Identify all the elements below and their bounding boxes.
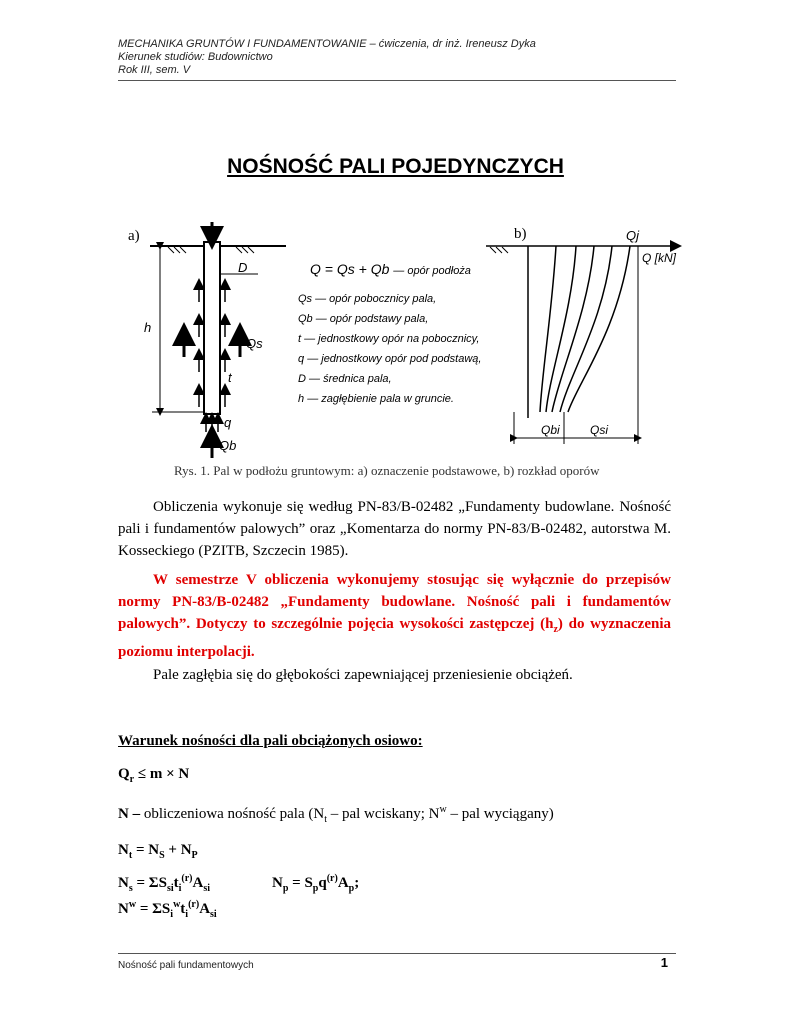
base-resistance-arrows (206, 418, 218, 432)
formula-Ns: $N_s = \Sigma S_{si}t_i^{(r)}A_{si}$ (118, 873, 211, 894)
paragraph-2-red: W semestrze V obliczenia wykonujemy stosując się wyłącznie do przepisów normy PN-83/B-02482 „Fundamenty budowlane. Nośność pali i fundamentów palowych”. Dotyczy to szczególnie pojęcia wysokości zastępczej $(h_z)$ do wyznaczenia poziomu interpolacji. (118, 572, 672, 660)
footer-divider (118, 953, 676, 954)
header-field: Kierunek studiów: Budownictwo (118, 51, 273, 63)
label-h: h (144, 320, 152, 335)
header-year: Rok III, sem. V (118, 64, 191, 76)
label-Qs: Qs (246, 336, 263, 351)
page-number: 1 (660, 955, 668, 970)
header-course: MECHANIKA GRUNTÓW I FUNDAMENTOWANIE – ćwiczenia, dr inż. Ireneusz Dyka (118, 38, 536, 50)
svg-text:D — średnica pala,: D — średnica pala, (298, 373, 392, 385)
label-Qsi: Qsi (590, 423, 608, 437)
header-divider (118, 80, 676, 81)
label-t: t (228, 370, 232, 385)
legend (298, 293, 481, 405)
paragraph-3: Pale zagłębia się do głębokości zapewniającej przeniesienie obciążeń. (153, 667, 573, 683)
pile (204, 242, 220, 414)
formula-Np: $N_p = S_pq^{(r)}A_p$; (272, 873, 360, 894)
label-q: q (224, 415, 232, 430)
main-equation: Q = Qs + Qb — opór podłoża (310, 261, 471, 277)
page-header (118, 38, 678, 77)
label-Qj: Qj (626, 228, 639, 243)
svg-text:t — jednostkowy opór na pobocz: t — jednostkowy opór na pobocznicy, (298, 333, 480, 345)
footer-text: Nośność pali fundamentowych (118, 960, 254, 971)
label-D: D (238, 260, 248, 275)
label-Q-axis: Q [kN] (642, 251, 677, 265)
label-b: b) (514, 226, 527, 242)
formula-N-definition: N – obliczeniowa nośność pala ($N_t$ – pal wciskany; $N^w$ – pal wyciągany) (118, 804, 554, 825)
svg-text:h — zagłębienie pala w gruncie: h — zagłębienie pala w gruncie. (298, 393, 454, 405)
svg-text:Qb — opór podstawy pala,: Qb — opór podstawy pala, (298, 313, 429, 325)
page-title: NOŚNOŚĆ PALI POJEDYNCZYCH (227, 155, 564, 178)
label-a: a) (128, 228, 140, 244)
label-Qbi: Qbi (541, 423, 560, 437)
resistance-curves (540, 246, 630, 412)
label-Qb: Qb (219, 438, 237, 453)
ground-hatch-b (490, 247, 508, 253)
pile-figure (118, 222, 688, 490)
section-title: Warunek nośności dla pali obciążonych osiowo: (118, 733, 423, 749)
svg-text:Qs — opór pobocznicy pala,: Qs — opór pobocznicy pala, (298, 293, 437, 305)
figure-caption: Rys. 1. Pal w podłożu gruntowym: a) oznaczenie podstawowe, b) rozkład oporów (174, 463, 600, 478)
paragraph-1: Obliczenia wykonuje się według PN-83/B-02482 „Fundamenty budowlane. Nośność pali i fundamentów palowych” oraz „Komentarza do normy PN-83/B-02482, autorstwa M. Kosseckiego (PZITB, Szczecin 1985). (118, 499, 671, 559)
formula-Nt: $N_t = N_S + N_P$ (118, 842, 198, 861)
svg-text:q — jednostkowy opór pod podst: q — jednostkowy opór pod podstawą, (298, 353, 482, 365)
formula-Nw: $N^w = \Sigma S_i^wt_i^{(r)}A_{si}$ (118, 899, 217, 920)
formula-condition: $Q_r \le m \times N$ (118, 766, 190, 785)
